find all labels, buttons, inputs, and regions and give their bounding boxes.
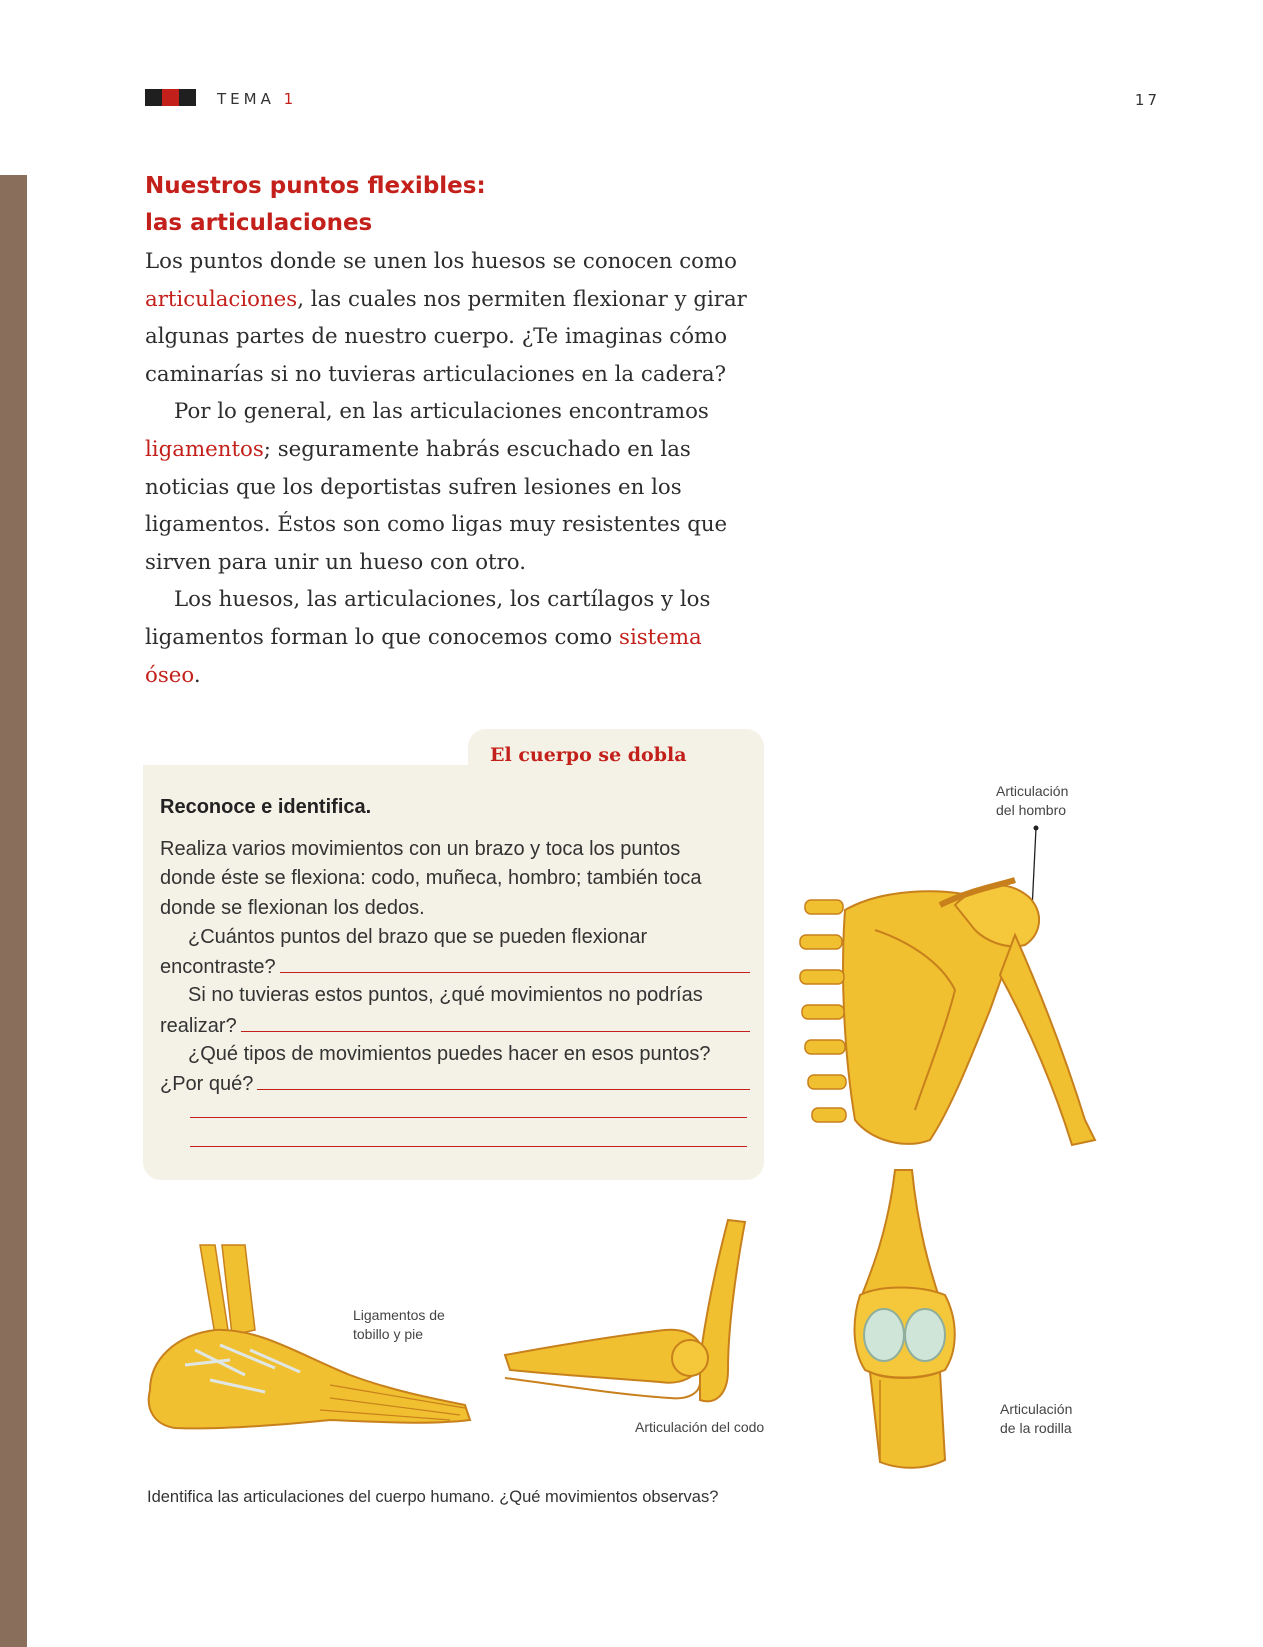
page-number: 17 — [1134, 91, 1160, 109]
activity-heading: Reconoce e identifica. — [160, 796, 372, 818]
caption-elbow: Articulación del codo — [635, 1419, 765, 1435]
body-line: Por lo general, en las articulaciones encontramos — [174, 399, 709, 425]
body-line: ligamentos; seguramente habrás escuchado en las — [145, 436, 691, 462]
activity-line: donde se flexionan los dedos. — [160, 896, 425, 919]
body-line: óseo. — [145, 662, 201, 688]
body-line: ligamentos forman lo que conocemos como sistema — [145, 624, 702, 650]
term-ligamentos: ligamentos — [145, 436, 264, 462]
body-line: caminarías si no tuvieras articulaciones en la cadera? — [145, 361, 727, 387]
term-articulaciones: articulaciones — [145, 286, 298, 312]
activity-line: donde éste se flexiona: codo, muñeca, hombro; también toca — [160, 867, 702, 890]
activity-line: Si no tuvieras estos puntos, ¿qué movimientos no podrías — [188, 984, 703, 1007]
activity-line: ¿Cuántos puntos del brazo que se pueden flexionar — [188, 925, 648, 948]
body-line: algunas partes de nuestro cuerpo. ¿Te imaginas cómo — [145, 324, 728, 350]
activity-line: encontraste? — [160, 952, 750, 981]
body-line: Los puntos donde se unen los huesos se conocen como — [145, 249, 737, 274]
activity-line: Realiza varios movimientos con un brazo y toca los puntos — [160, 838, 681, 860]
theme-label: TEMA 1 — [217, 90, 298, 108]
bottom-question: Identifica las articulaciones del cuerpo humano. ¿Qué movimientos observas? — [147, 1488, 719, 1506]
knee-illustration — [855, 1170, 955, 1468]
theme-number: 1 — [283, 90, 298, 108]
elbow-illustration — [505, 1220, 745, 1401]
caption-ankle: Ligamentos de tobillo y pie — [353, 1307, 445, 1342]
term-sistema: sistema — [619, 624, 702, 650]
activity-line: ¿Por qué? — [160, 1069, 750, 1098]
caption-knee: Articulación de la rodilla — [1000, 1401, 1073, 1436]
section-title-line2: las articulaciones — [145, 210, 373, 236]
shoulder-illustration — [800, 826, 1095, 1146]
section-title-line1: Nuestros puntos flexibles: — [145, 173, 486, 199]
body-line: articulaciones, las cuales nos permiten flexionar y girar — [145, 286, 747, 312]
activity-line: ¿Qué tipos de movimientos puedes hacer en esos puntos? — [188, 1043, 711, 1066]
body-line: ligamentos. Éstos son como ligas muy resistentes que — [145, 512, 728, 538]
body-line: Los huesos, las articulaciones, los cartílagos y los — [174, 587, 711, 613]
activity-title: El cuerpo se dobla — [490, 744, 687, 766]
body-line: sirven para unir un hueso con otro. — [145, 549, 526, 575]
body-line: noticias que los deportistas sufren lesiones en los — [145, 474, 682, 500]
term-oseo: óseo — [145, 662, 194, 688]
activity-line: realizar? — [160, 1011, 750, 1040]
caption-shoulder: Articulación del hombro — [996, 783, 1069, 818]
